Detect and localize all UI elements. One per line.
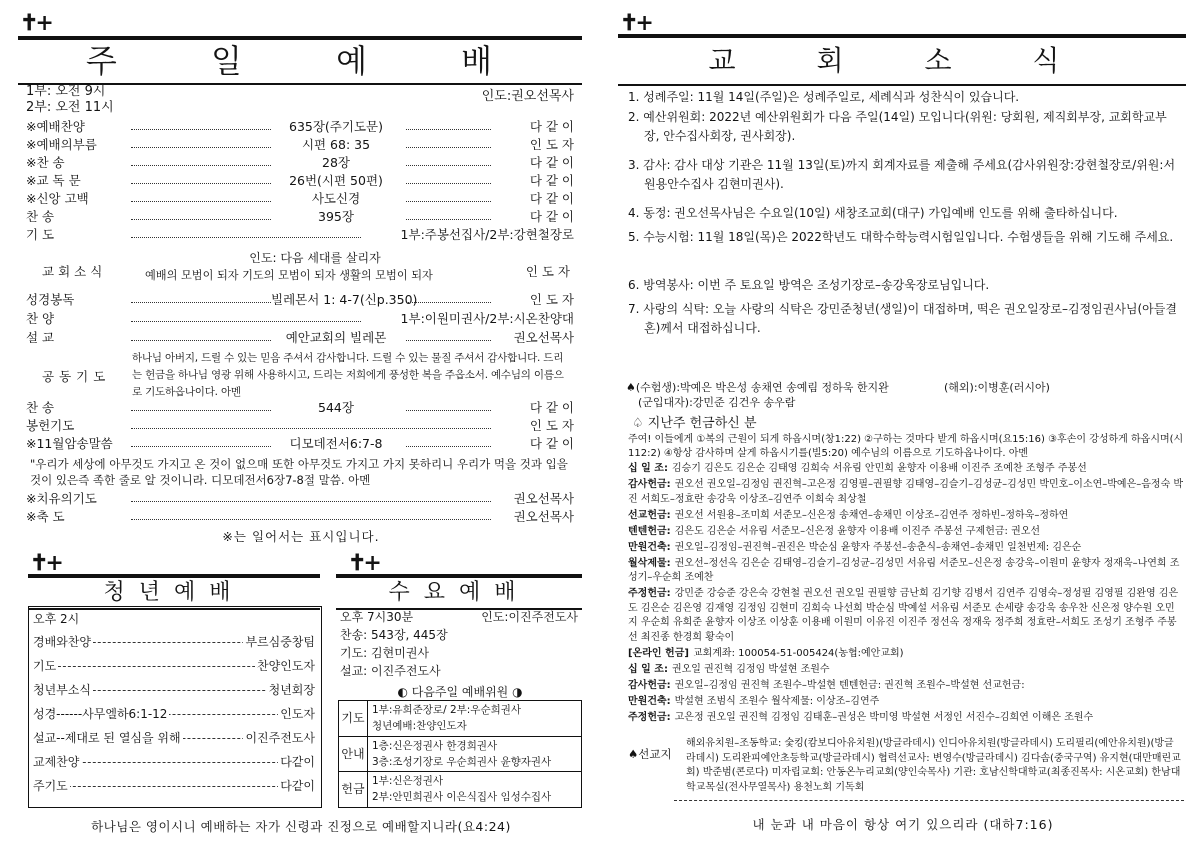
order-content: 28장: [322, 155, 350, 170]
news-line-1: 인도: 다음 세대를 살리자: [249, 251, 381, 265]
offering-names: 김은도 김은순 서유림 서준모–신은정 윤향자 이용배 이진주 주봉선 구제헌금: 권오선: [674, 525, 1041, 537]
order-label: 찬 양: [26, 311, 55, 326]
cross-icon: ✝+: [620, 10, 651, 36]
overseas-line: (해외):이병훈(러시아): [944, 381, 1050, 394]
next-week-line: 1부:신은정권사: [372, 775, 444, 787]
youth-item-label: 설교--제대로 된 열심을 위해: [33, 731, 181, 745]
next-week-line: 1층:신은정권사 한경희권사: [372, 740, 498, 752]
order-content: 사도신경: [311, 191, 361, 206]
offering-category: 주정헌금:: [628, 588, 671, 600]
order-label: 봉헌기도: [26, 418, 75, 433]
order-who: 권오선목사: [513, 509, 574, 524]
standing-note: ※는 일어서는 표시입니다.: [222, 529, 380, 544]
order-who: 다 같 이: [529, 400, 574, 415]
youth-item: [33, 729, 315, 747]
youth-item: [33, 633, 315, 651]
missions-label: ♠선교지: [628, 747, 672, 761]
offering-names: 권오일 권진혁 김정임 박설현 조원수: [671, 663, 830, 675]
offering-row: [628, 711, 1184, 726]
military-line: (군입대자):강민준 김건우 송우람: [638, 396, 796, 409]
youth-box: [28, 606, 322, 808]
order-content: 395장: [318, 209, 354, 224]
order-who: 다 같 이: [529, 191, 574, 206]
dotted-leader: [131, 129, 271, 130]
order-who: 다 같 이: [529, 173, 574, 188]
wed-title: 수요예배: [388, 580, 530, 605]
order-row: [26, 136, 574, 154]
order-label: ※치유의기도: [26, 491, 97, 506]
dotted-leader: [406, 302, 491, 303]
dotted-leader: [406, 219, 491, 220]
order-label: ※예배의부름: [26, 137, 97, 152]
next-week-row: [339, 736, 581, 772]
dotted-leader: [131, 201, 271, 202]
order-content: 빌레몬서 1: 4-7(신p.350): [271, 292, 418, 307]
order-label: ※축 도: [26, 509, 65, 524]
dotted-leader: [131, 147, 271, 148]
news-item-1: 1. 성례주일: 11월 14일(주일)은 성례주일로, 세례식과 성찬식이 있습니다.: [628, 90, 1020, 104]
dotted-leader: [406, 165, 491, 166]
order-label: 찬 송: [26, 209, 55, 224]
right-footer-rule: [674, 800, 1184, 801]
next-week-line: 청년예배:찬양인도자: [372, 720, 467, 732]
youth-title: 청년예배: [103, 580, 245, 605]
offerings-list: [628, 462, 1184, 727]
youth-item: [33, 681, 315, 699]
offering-row: [628, 557, 1184, 586]
memory-verse: "우리가 세상에 아무것도 가지고 온 것이 없으매 또한 아무것도 가지고 가지 못하리니 우리가 먹을 것과 입을 것이 있은즉 족한 줄로 알 것이니라. 디모데전서6장7-8절 말씀. 아멘: [30, 457, 568, 487]
order-label: 성경봉독: [26, 292, 75, 307]
order-who: 권오선목사: [513, 330, 574, 345]
next-week-row: [339, 701, 581, 736]
order-row: [26, 190, 574, 208]
right-page: [602, 0, 1204, 854]
order-who: 다 같 이: [529, 119, 574, 134]
order-who: 다 같 이: [529, 155, 574, 170]
wed-title-bar: [336, 574, 582, 610]
youth-item-who: 다같이: [280, 755, 315, 769]
dash-leader: [33, 786, 315, 787]
youth-item: [33, 705, 315, 723]
order-content: 635장(주기도문): [289, 119, 383, 134]
dotted-leader: [406, 410, 491, 411]
wed-sermon: 설교: 이진주전도사: [340, 664, 441, 678]
order-who: 다 같 이: [529, 209, 574, 224]
next-week-role: 안내: [339, 737, 368, 772]
youth-item-who: 이진주전도사: [245, 731, 315, 745]
next-week-line: 2부:안민희권사 이은식집사 임성수집사: [372, 791, 552, 803]
order-row: [26, 154, 574, 172]
order-row: [26, 490, 574, 508]
offering-names: 권오선 권오일–김정임 권진혁–고은정 김영필–권필향 김태영–김슬기–김성균–김성민 박민호–이소연–박예은–음정숙 박 진 서희도–정효란 송강욱 이상조–김연주 이희숙 최상철: [628, 478, 1184, 505]
order-label: ※예배찬양: [26, 119, 85, 134]
cross-icon: ✝+: [20, 10, 51, 36]
order-label: ※11월암송말씀: [26, 436, 113, 451]
order-row: [26, 118, 574, 136]
order-row: [26, 399, 574, 417]
order-who: 인 도 자: [529, 418, 574, 433]
prayer-text: 하나님 아버지, 드릴 수 있는 믿음 주셔서 감사합니다. 드릴 수 있는 물질 주셔서 감사합니다. 드리는 헌금을 하나님 영광 위해 사용하시고, 드리는 저희에게 풍성한 복을 주옵소서. 예수님의 이름으로 기도하옵나이다. 아멘: [132, 352, 564, 398]
wed-time: 오후 7시30분: [340, 610, 414, 624]
youth-item-who: 찬양인도자: [257, 659, 315, 673]
offering-row: [628, 679, 1184, 694]
dotted-leader: [131, 410, 271, 411]
service-time-1: 1부: 오전 9시: [26, 84, 106, 99]
offering-row: [628, 663, 1184, 678]
next-week-role: 기도: [339, 701, 368, 736]
missions-text: 해외유치원–조동학교: 숯킹(캄보디아유치원)(방글라데시) 인디아유치원(방글라데시) 도리필리(예안유치원)(방글라데시) 도리완피예안초등학교(방글라데시) 협력선교사: 변영수(방글라데시) 김다솜(중국구역) 유지현(대만매린교회) 박준범(콘로다) 미자립교회: 안동온누리교회(양인숙목사) 기관: 호남신학대학교(최종진목사: 시온교회) 한남대학교목실(전사무열목사) 용천노회 기독회: [686, 738, 1181, 793]
dotted-leader: [131, 446, 271, 447]
order-news-content: [145, 250, 485, 284]
order-content: 544장: [318, 400, 354, 415]
page-title: 주 일 예 배: [85, 42, 535, 80]
news-item-4: 4. 동정: 권오선목사님은 수요일(10일) 새창조교회(대구) 가입예배 인도를 위해 출타하십니다.: [628, 206, 1118, 220]
order-content: 디모데전서6:7-8: [289, 436, 383, 451]
youth-title-bar: [28, 574, 320, 610]
dotted-leader: [131, 321, 361, 322]
dotted-leader: [406, 129, 491, 130]
order-who: 인 도 자: [529, 292, 574, 307]
youth-time: 오후 2시: [33, 612, 80, 626]
offering-names: 권오일–김정임–권진혁–권진은 박순심 윤향자 주봉선–송춘식–송채연–송채민 일천번제: 김은순: [674, 541, 1082, 553]
news-item-5: 5. 수능시험: 11월 18일(목)은 2022학년도 대학수학능력시험일입니다. 수험생들을 위해 기도해 주세요.: [628, 230, 1174, 244]
youth-item: [33, 777, 315, 795]
youth-item-label: 주기도: [33, 779, 68, 793]
offering-names: 박설현 조범식 조원수 월삭제물: 이상조–김연주: [674, 695, 880, 707]
order-row: [26, 435, 574, 453]
order-label: ※찬 송: [26, 155, 65, 170]
order-news-who: 인 도 자: [525, 264, 570, 279]
news-list: [628, 88, 1178, 338]
news-title-bar: [618, 34, 1186, 86]
news-item-6: 6. 방역봉사: 이번 주 토요일 방역은 조성기장로–송강욱장로님입니다.: [628, 278, 990, 292]
offering-names: 교회계좌: 100054-51-005424(농협:예안교회): [692, 647, 904, 659]
offering-row: [628, 462, 1184, 477]
order-label: ※신앙 고백: [26, 191, 89, 206]
offering-names: 권오선 서원용–조미희 서준모–신은정 송채연–송채민 이상조–김연주 정하빈–정하욱–정하연: [674, 509, 1069, 521]
offering-names: 고은정 권오일 권진혁 김정임 김태훈–권성은 박미영 박설현 서정인 서진수–김희연 이해은 조원수: [674, 711, 1094, 723]
wed-prayer: 기도: 김현미권사: [340, 646, 430, 660]
service-times: [26, 84, 114, 116]
order-row: [26, 329, 574, 347]
order-row: [26, 291, 574, 309]
youth-item-who: 청년회장: [268, 683, 315, 697]
dotted-leader: [131, 183, 271, 184]
order-content: 예안교회의 빌레몬: [285, 330, 387, 345]
youth-item-label: 교제찬양: [33, 755, 80, 769]
news-line-2: 예배의 모범이 되자 기도의 모범이 되자 생활의 모범이 되자: [145, 269, 433, 282]
offering-names: 권오선–정선옥 김은순 김태영–김슬기–김성균–김성민 서유림 서준모–신은정 송강욱–이원미 윤향자 정재욱–나연희 조성기–우순희 조예찬: [628, 557, 1180, 584]
order-row: [26, 172, 574, 190]
next-week-role: 헌금: [339, 772, 368, 807]
next-week-line: 1부:유희준장로/ 2부:우순희권사: [372, 704, 522, 716]
news-title: 교 회 소 식: [708, 44, 1096, 77]
main-title-bar: [18, 36, 582, 85]
service-time-2: 2부: 오전 11시: [26, 100, 114, 115]
news-item-3: 3. 감사: 감사 대상 기관은 11월 13일(토)까지 회계자료를 제출해 주세요(감사위원장:강현철장로/위원:서원용안수집사 김현미권사).: [628, 158, 1176, 191]
right-footer-verse: 내 눈과 내 마음이 항상 여기 있으리라 (대하7:16): [752, 817, 1054, 832]
offering-names: 권오일–김정임 권진혁 조원수–박설현 텐텐헌금: 권진혁 조원수–박설현 선교헌금:: [674, 679, 1025, 691]
order-who: 인 도 자: [529, 137, 574, 152]
order-who: 권오선목사: [513, 491, 574, 506]
dotted-leader: [131, 519, 491, 520]
offering-category: 십 일 조:: [628, 463, 668, 474]
offering-row: [628, 525, 1184, 540]
offering-row: [628, 478, 1184, 507]
order-who: 1부:이원미권사/2부:시온찬양대: [400, 311, 574, 326]
youth-item-who: 다같이: [280, 779, 315, 793]
order-label: 기 도: [26, 227, 55, 242]
wed-hymn: 찬송: 543장, 445장: [340, 628, 448, 642]
news-item-7: 7. 사랑의 식탁: 오늘 사랑의 식탁은 강민준청년(생일)이 대접하며, 떡은 권오일장로–김정임권사님(아들결혼)께서 대접하십니다.: [628, 302, 1177, 335]
dotted-leader: [131, 219, 271, 220]
offering-row: [628, 587, 1184, 645]
offering-title: ♤ 지난주 헌금하신 분: [632, 416, 757, 431]
dotted-leader: [406, 201, 491, 202]
dotted-leader: [406, 340, 491, 341]
offering-category: 만원건축:: [628, 695, 671, 707]
offering-category: 십 일 조:: [628, 663, 668, 675]
order-content: 26번(시편 50편): [289, 173, 383, 188]
students-line: ♠(수험생):박예은 박은성 송채연 송예림 정하욱 한지완: [626, 381, 889, 394]
order-row: [26, 208, 574, 226]
youth-item-label: 성경------사무엘하6:1-12: [33, 707, 168, 721]
news-item-2: 2. 예산위원회: 2022년 예산위원회가 다음 주일(14일) 모입니다(위원: 당회원, 제직회부장, 교회학교부장, 안수집사회장, 권사회장).: [628, 110, 1167, 143]
left-footer-verse: 하나님은 영이시니 예배하는 자가 신령과 진정으로 예배할지니라(요4:24): [91, 819, 511, 834]
youth-item-label: 청년부소식: [33, 683, 91, 697]
offering-intro: 주여! 이들에게 ①복의 근원이 되게 하옵시며(창1:22) ②구하는 것마다 받게 하옵시며(요15:16) ③후손이 강성하게 하옵시며(시112:2) ④항상 감사하며 살게 하옵시기를(빌5:20) 예수님의 이름으로 기도하옵나이다. 아멘: [628, 434, 1184, 459]
dotted-leader: [131, 237, 361, 238]
offering-category: 감사헌금:: [628, 679, 671, 691]
offering-category: 만원건축:: [628, 541, 671, 553]
wed-details: [340, 608, 580, 680]
order-label: ※교 독 문: [26, 173, 81, 188]
youth-item-who: 인도자: [280, 707, 315, 721]
youth-item-label: 기도: [33, 659, 57, 673]
offering-row: [628, 647, 1184, 662]
next-week-row: [339, 771, 581, 807]
cross-icon: ✝+: [30, 550, 61, 576]
offering-category: 월삭제물:: [628, 557, 671, 569]
youth-item-label: 경배와찬양: [33, 635, 91, 649]
offering-row: [628, 695, 1184, 710]
youth-item-who: 부르심중창팀: [245, 635, 315, 649]
dotted-leader: [406, 183, 491, 184]
offering-category: [온라인 헌금]: [628, 647, 689, 659]
order-who: 다 같 이: [529, 436, 574, 451]
cross-icon: ✝+: [348, 550, 379, 576]
order-news-label: 교회소식: [42, 264, 107, 279]
order-row: [26, 226, 574, 244]
order-label: 설 교: [26, 330, 55, 345]
offering-names: 김승기 김은도 김은순 김태영 김희숙 서유림 안민희 윤향자 이용배 이진주 조예찬 조형주 주봉선: [671, 463, 1087, 474]
service-leader: 인도:권오선목사: [481, 89, 574, 104]
order-row: [26, 417, 574, 435]
dotted-leader: [131, 501, 491, 502]
offering-category: 텐텐헌금:: [628, 525, 671, 537]
order-label: 찬 송: [26, 400, 55, 415]
dotted-leader: [131, 428, 491, 429]
offering-category: 주정헌금:: [628, 711, 671, 723]
dotted-leader: [406, 147, 491, 148]
offering-row: [628, 509, 1184, 524]
offering-names: 강민준 강승준 강은숙 강현철 권오선 권오일 권필향 금난희 김기향 김병서 김연주 김영숙–정성필 김영필 김완영 김은도 김은순 김은영 김재영 김정임 김현미 김희숙 나선희 박순심 박예설 서유림 서준모 손세량 송강욱 송우찬 신은정 양수원 오민지 우순희 유희준 윤향자 이상조 이상훈 이용배 이원미 이유진 이진주 정선옥 정재욱 정주희 정효란–서희도 조성기 조형주 주봉선 최진종 한경희 황숙이: [628, 588, 1179, 643]
offering-row: [628, 541, 1184, 556]
order-row: [26, 508, 574, 526]
prayer-label: 공동기도: [42, 369, 111, 384]
offering-category: 감사헌금:: [628, 478, 671, 490]
next-week-table: [338, 700, 582, 808]
dotted-leader: [131, 302, 271, 303]
youth-item: [33, 657, 315, 675]
dotted-leader: [131, 340, 271, 341]
order-who: 1부:주봉선집사/2부:강현철장로: [400, 227, 574, 242]
dotted-leader: [406, 446, 491, 447]
order-content: 시편 68: 35: [301, 137, 371, 152]
dotted-leader: [131, 165, 271, 166]
offering-category: 선교헌금:: [628, 509, 671, 521]
next-week-line: 3층:조성기장로 우순희권사 윤향자권사: [372, 756, 552, 768]
youth-item: [33, 753, 315, 771]
wed-leader: 인도:이진주전도사: [481, 610, 578, 624]
next-week-title: ◐ 다음주일 예배위원 ◑: [397, 685, 523, 699]
order-row: [26, 310, 574, 328]
